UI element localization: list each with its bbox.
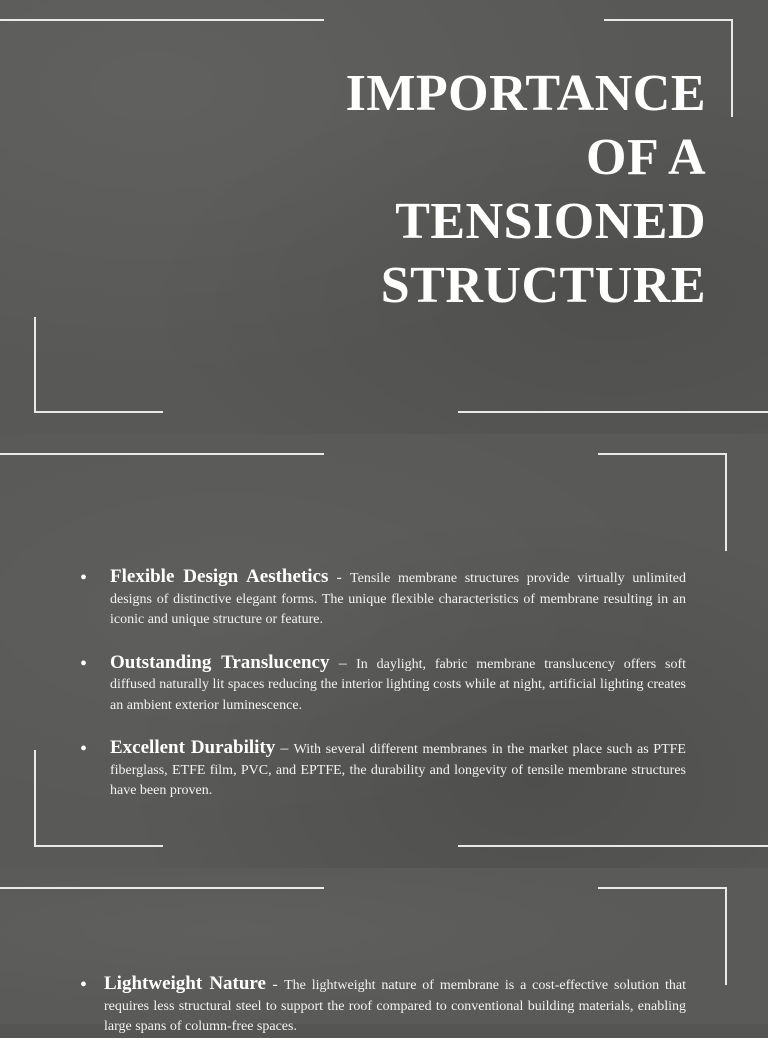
list-item — [80, 738, 686, 802]
bullet-heading: Lightweight Nature — [104, 973, 266, 994]
list-item — [80, 653, 686, 717]
bullet-body: The lightweight nature of membrane is a cost-effective solution that requires less structural steel to support the roof compared to conventional building materials, enabling large spans of column-free spaces. — [104, 978, 687, 1034]
bullet-heading: Outstanding Translucency — [110, 651, 330, 673]
benefit-list — [80, 567, 686, 802]
bullet-body: Tensile membrane structures provide virtually unlimited designs of distinctive elegant forms. The unique flexible characteristics of membrane resulting in an iconic and unique structure or feature. — [110, 571, 687, 627]
list-item — [80, 974, 686, 1038]
bullet-separator: - — [328, 569, 351, 586]
bullet-text — [110, 567, 686, 631]
title-line: IMPORTANCE — [345, 65, 706, 122]
frame-line-right-vertical — [725, 453, 727, 551]
bullet-body: In daylight, fabric membrane translucency offers soft diffused naturally lit spaces reducing the interior lighting costs while at night, artificial lighting creates an ambient exterior luminescence. — [110, 656, 686, 713]
frame-line-top-right — [598, 453, 727, 455]
frame-line-top-right — [598, 887, 727, 889]
frame-line-top-left — [0, 453, 324, 455]
bullet-heading: Excellent Durability — [110, 737, 276, 758]
bullet-heading: Flexible Design Aesthetics — [110, 566, 329, 587]
frame-line-bottom-left — [34, 845, 163, 847]
bullet-separator: – — [275, 740, 294, 757]
frame-line-left-vertical — [34, 317, 36, 413]
frame-line-bottom-right — [458, 845, 768, 847]
frame-line-top-right — [604, 19, 733, 21]
frame-line-bottom-left — [34, 411, 163, 413]
bullet-text — [104, 974, 686, 1038]
frame-line-right-vertical — [731, 19, 733, 117]
title-line: STRUCTURE — [380, 257, 706, 314]
bullet-separator: - — [265, 976, 285, 993]
list-item — [80, 567, 686, 631]
frame-line-left-vertical — [34, 750, 36, 846]
frame-line-top-left — [0, 887, 324, 889]
bullet-dot: • — [80, 652, 88, 675]
slide-benefits-continued — [0, 868, 768, 1034]
slide-title-heading — [286, 62, 706, 318]
benefit-list — [80, 974, 686, 1038]
bullet-text — [110, 738, 686, 802]
frame-line-right-vertical — [725, 887, 727, 985]
title-line: OF A — [586, 129, 706, 186]
bullet-body: With several different membranes in the market place such as PTFE fiberglass, ETFE film, PVC, and EPTFE, the durability and longevity of tensile membrane structures have been proven. — [110, 742, 686, 798]
bullet-dot: • — [80, 738, 88, 760]
title-line: TENSIONED — [395, 193, 706, 250]
bullet-text — [110, 653, 686, 717]
bullet-dot: • — [80, 567, 88, 589]
bullet-separator: – — [329, 654, 357, 672]
bullet-dot: • — [80, 974, 88, 996]
frame-line-top-left — [0, 19, 324, 21]
slide-title — [0, 0, 768, 434]
frame-line-bottom-right — [458, 411, 768, 413]
slide-benefits — [0, 434, 768, 868]
